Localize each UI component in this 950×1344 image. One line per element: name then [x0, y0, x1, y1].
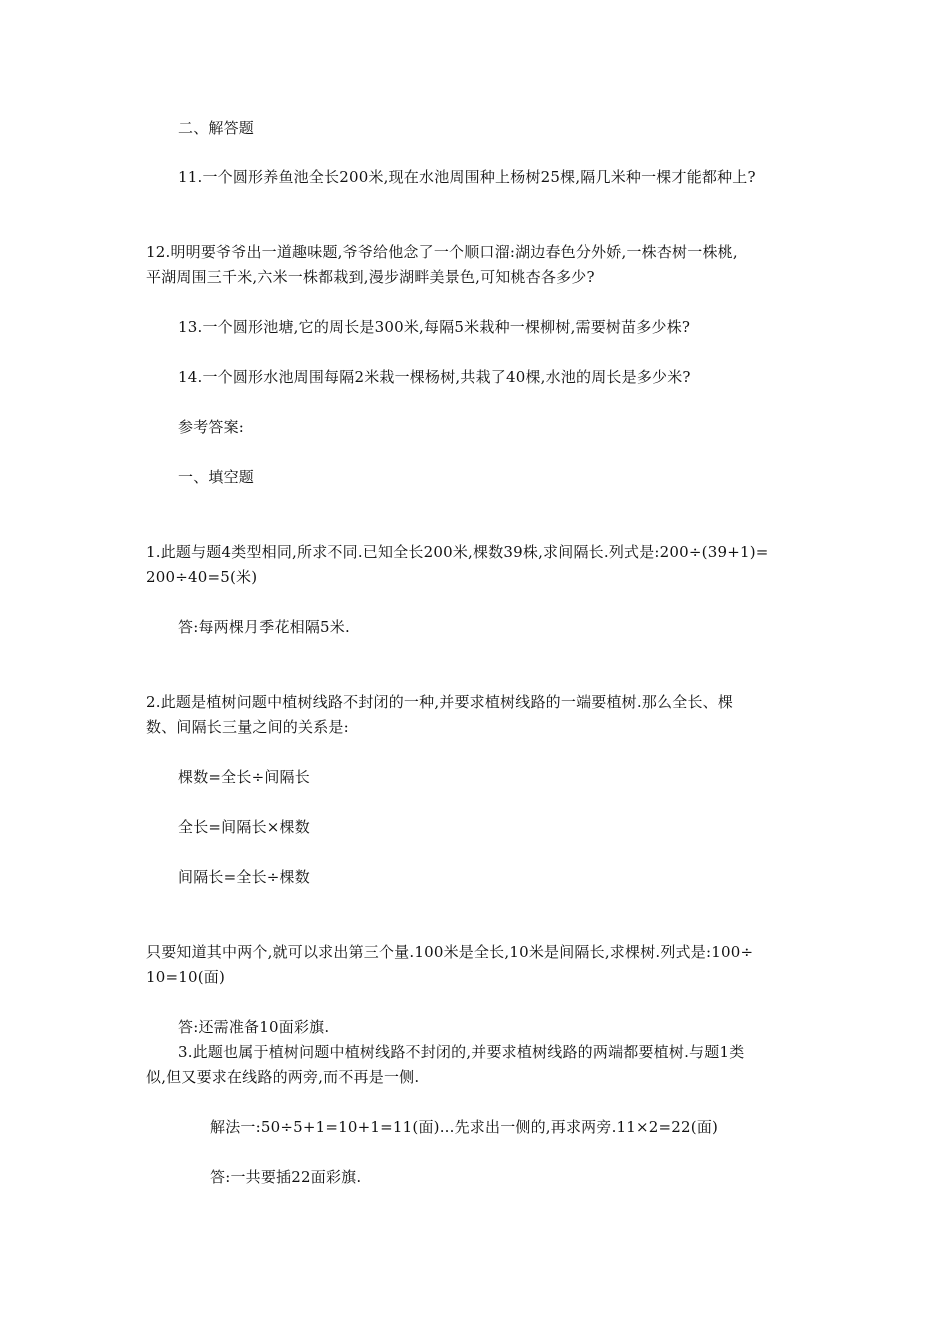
answer-2-line-4: 10=10(面) [146, 968, 226, 986]
question-11: 11.一个圆形养鱼池全长200米,现在水池周围种上杨树25棵,隔几米种一棵才能都种上? [178, 168, 756, 186]
question-12-line-1: 12.明明要爷爷出一道趣味题,爷爷给他念了一个顺口溜:湖边春色分外娇,一株杏树一株桃, [146, 243, 738, 261]
question-13: 13.一个圆形池塘,它的周长是300米,每隔5米栽种一棵柳树,需要树苗多少株? [178, 318, 691, 336]
answer-2-line-1: 2.此题是植树问题中植树线路不封闭的一种,并要求植树线路的一端要植树.那么全长、棵 [146, 693, 734, 711]
section-heading-fill-blank: 一、填空题 [178, 468, 255, 486]
answer-3-result: 答:一共要插22面彩旗. [210, 1168, 362, 1186]
answer-3-method-1: 解法一:50÷5+1=10+1=11(面)...先求出一侧的,再求两旁.11×2=22(面) [210, 1118, 719, 1136]
answer-1-line-1: 1.此题与题4类型相同,所求不同.已知全长200米,棵数39株,求间隔长.列式是:200÷(39+1)= [146, 543, 769, 561]
formula-total-length: 全长=间隔长×棵数 [178, 818, 310, 836]
answer-1-line-2: 200÷40=5(米) [146, 568, 258, 586]
answer-3-line-1: 3.此题也属于植树问题中植树线路不封闭的,并要求植树线路的两端都要植树.与题1类 [178, 1043, 745, 1061]
answer-2-line-2: 数、间隔长三量之间的关系是: [146, 718, 349, 736]
section-heading-solve: 二、解答题 [178, 119, 255, 137]
question-12-line-2: 平湖周围三千米,六米一株都栽到,漫步湖畔美景色,可知桃杏各多少? [146, 268, 595, 286]
formula-tree-count: 棵数=全长÷间隔长 [178, 768, 310, 786]
answer-3-line-2: 似,但又要求在线路的两旁,而不再是一侧. [146, 1068, 420, 1086]
question-14: 14.一个圆形水池周围每隔2米栽一棵杨树,共栽了40棵,水池的周长是多少米? [178, 368, 691, 386]
answers-heading: 参考答案: [178, 418, 245, 436]
answer-1-result: 答:每两棵月季花相隔5米. [178, 618, 350, 636]
answer-2-result: 答:还需准备10面彩旗. [178, 1018, 330, 1036]
formula-interval: 间隔长=全长÷棵数 [178, 868, 310, 886]
answer-2-line-3: 只要知道其中两个,就可以求出第三个量.100米是全长,10米是间隔长,求棵树.列式是:100÷ [146, 943, 754, 961]
